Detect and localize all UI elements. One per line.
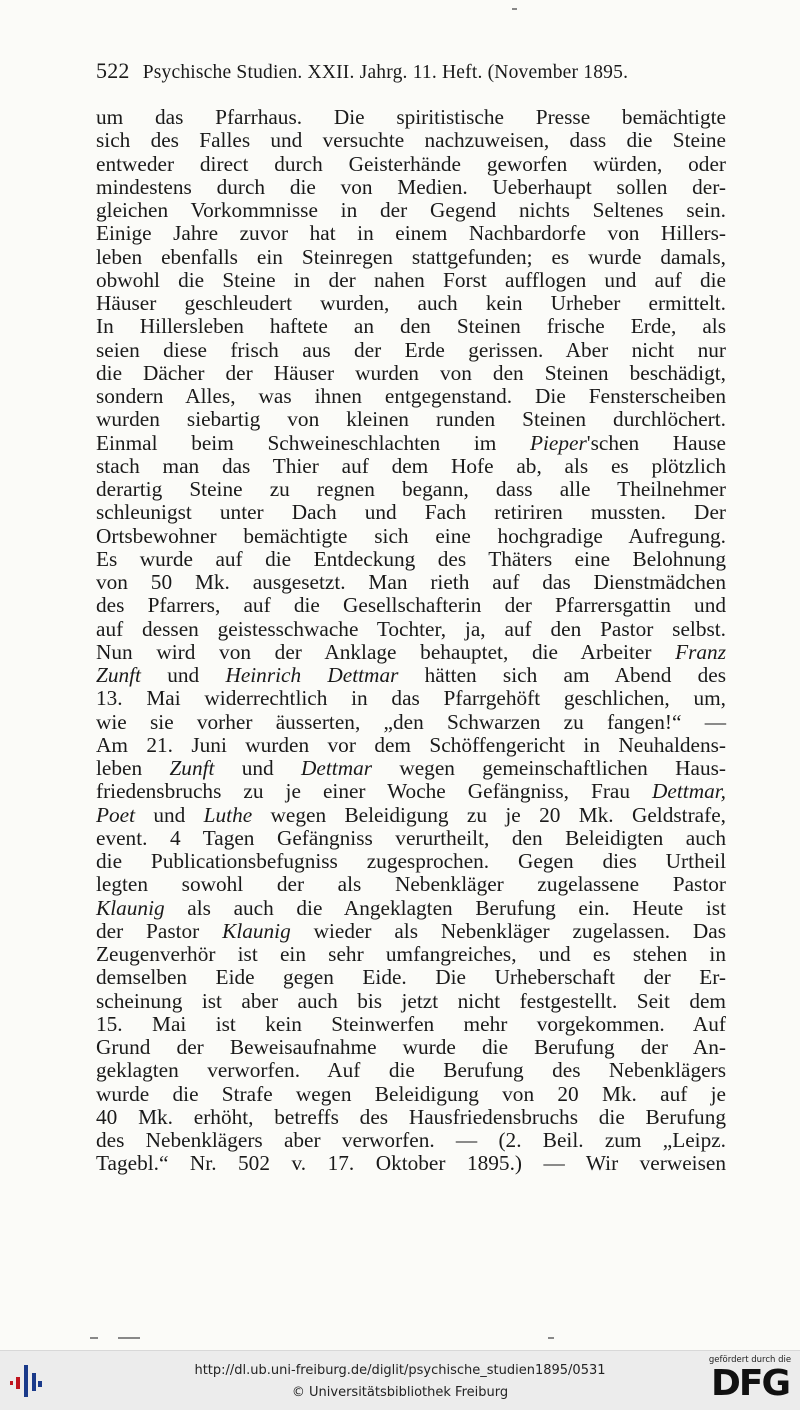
italic-name: Klaunig xyxy=(96,895,165,920)
copyright-notice: © Universitätsbibliothek Freiburg xyxy=(291,1385,509,1400)
running-title: Psychische Studien. XXII. Jahrg. 11. Heft. (November 1895. xyxy=(142,62,629,83)
text-segment: leben ebenfalls ein Steinregen stattgefunden; es wurde damals, xyxy=(96,244,726,269)
text-line xyxy=(96,106,726,129)
text-segment: 15. Mai ist kein Steinwerfen mehr vorgekommen. Auf xyxy=(96,1011,726,1036)
text-line xyxy=(96,292,726,315)
text-line xyxy=(96,501,726,524)
text-segment: wurde die Strafe wegen Beleidigung von 20 Mk. auf je xyxy=(96,1081,726,1106)
text-line xyxy=(96,153,726,176)
text-line xyxy=(96,222,726,245)
text-segment: und xyxy=(135,802,204,827)
text-segment: legten sowohl der als Nebenkläger zugelassene Pastor xyxy=(96,872,726,897)
text-segment: sich des Falles und versuchte nachzuweisen, dass die Steine xyxy=(96,128,726,153)
text-segment: und xyxy=(214,756,302,780)
text-line xyxy=(96,734,726,757)
text-segment: die Dächer der Häuser wurden von den Steinen beschädigt, xyxy=(96,360,726,385)
text-line xyxy=(96,455,726,478)
text-segment: des Nebenklägers aber verworfen. — (2. Beil. zum „Leipz. xyxy=(96,1128,726,1152)
text-line xyxy=(96,1013,726,1036)
text-line xyxy=(96,269,726,292)
text-segment: obwohl die Steine in der nahen Forst aufflogen und auf die xyxy=(96,267,726,292)
text-line xyxy=(96,385,726,408)
italic-name: Klaunig xyxy=(222,918,291,943)
text-line xyxy=(96,1083,726,1106)
text-segment: wieder als Nebenkläger zugelassen. Das xyxy=(290,918,726,943)
text-line xyxy=(96,687,726,710)
text-line xyxy=(96,943,726,966)
italic-name: Luthe xyxy=(203,802,253,827)
text-line xyxy=(96,618,726,641)
text-line xyxy=(96,664,726,687)
italic-name: Heinrich Dettmar xyxy=(225,663,399,687)
text-segment: wegen Beleidigung zu je 20 Mk. Geldstrafe, xyxy=(252,802,726,827)
text-line xyxy=(96,990,726,1013)
text-line xyxy=(96,129,726,152)
source-url[interactable]: http://dl.ub.uni-freiburg.de/diglit/psychische_studien1895/0531 xyxy=(194,1363,606,1378)
text-segment: sondern Alles, was ihnen entgegenstand. Die Fensterscheiben xyxy=(96,384,726,408)
text-segment: 'schen Hause xyxy=(586,430,726,455)
text-segment: des Pfarrers, auf die Gesellschafterin der Pfarrersgattin und xyxy=(96,593,726,618)
viewer-footer xyxy=(0,1350,800,1410)
text-line xyxy=(96,315,726,338)
text-segment: leben xyxy=(96,756,170,780)
text-line xyxy=(96,408,726,431)
body-text xyxy=(96,106,726,1176)
text-segment: 13. Mai widerrechtlich in das Pfarrgehöft geschlichen, um, xyxy=(96,686,726,711)
text-line xyxy=(96,1129,726,1152)
text-segment: entweder direct durch Geisterhände geworfen würden, oder xyxy=(96,151,726,176)
text-segment: event. 4 Tagen Gefängniss verurtheilt, den Beleidigten auch xyxy=(96,825,726,850)
page-number: 522 xyxy=(96,58,130,83)
text-segment: wie sie vorher äusserten, „den Schwarzen zu fangen!“ — xyxy=(96,709,726,734)
text-segment: geklagten verworfen. Auf die Berufung des Nebenklägers xyxy=(96,1058,726,1083)
text-line xyxy=(96,897,726,920)
text-segment: In Hillersleben haftete an den Steinen frische Erde, als xyxy=(96,314,726,339)
text-segment: stach man das Thier auf dem Hofe ab, als es plötzlich xyxy=(96,453,726,478)
text-line xyxy=(96,1152,726,1175)
text-segment: 40 Mk. erhöht, betreffs des Hausfriedensbruchs die Berufung xyxy=(96,1104,726,1129)
text-line xyxy=(96,478,726,501)
text-line xyxy=(96,246,726,269)
text-segment: derartig Steine zu regnen begann, dass alle Theilnehmer xyxy=(96,477,726,501)
text-line xyxy=(96,1059,726,1082)
text-segment: wurden siebartig von kleinen runden Steinen durchlöchert. xyxy=(96,407,726,432)
italic-name: Franz xyxy=(675,639,726,664)
text-line xyxy=(96,594,726,617)
text-segment: von 50 Mk. ausgesetzt. Man rieth auf das Dienstmädchen xyxy=(96,570,726,594)
text-segment: scheinung ist aber auch bis jetzt nicht festgestellt. Seit dem xyxy=(96,988,726,1013)
text-segment: gleichen Vorkommnisse in der Gegend nichts Seltenes sein. xyxy=(96,198,726,222)
italic-name: Pieper xyxy=(529,430,587,455)
dfg-logo xyxy=(704,1355,796,1407)
text-segment: friedensbruchs zu je einer Woche Gefängniss, Frau xyxy=(96,779,653,804)
text-line xyxy=(96,641,726,664)
text-segment: der Pastor xyxy=(96,918,223,943)
text-segment: als auch die Angeklagten Berufung ein. Heute ist xyxy=(164,895,726,920)
text-line xyxy=(96,757,726,780)
text-line xyxy=(96,432,726,455)
text-segment: demselben Eide gegen Eide. Die Urheberschaft der Er- xyxy=(96,965,726,990)
text-segment: wegen gemeinschaftlichen Haus- xyxy=(372,756,726,780)
text-segment: seien diese frisch aus der Erde gerissen. Aber nicht nur xyxy=(96,337,726,362)
dfg-caption: gefördert durch die xyxy=(708,1355,792,1365)
text-segment: Einige Jahre zuvor hat in einem Nachbardorfe von Hillers- xyxy=(96,221,726,246)
text-segment: und xyxy=(140,663,226,687)
text-line xyxy=(96,827,726,850)
text-segment: Häuser geschleudert wurden, auch kein Urheber ermittelt. xyxy=(96,291,726,315)
text-line xyxy=(96,920,726,943)
text-line xyxy=(96,780,726,803)
text-segment: die Publicationsbefugniss zugesprochen. Gegen dies Urtheil xyxy=(96,849,726,873)
text-line xyxy=(96,804,726,827)
italic-name: Dettmar, xyxy=(652,779,726,804)
text-segment: auf dessen geistesschwache Tochter, ja, auf den Pastor selbst. xyxy=(96,616,726,641)
text-segment: um das Pfarrhaus. Die spiritistische Presse bemächtigte xyxy=(96,105,726,129)
text-segment: Am 21. Juni wurden vor dem Schöffengericht in Neuhaldens- xyxy=(96,732,726,757)
text-line xyxy=(96,548,726,571)
text-segment: Grund der Beweisaufnahme wurde die Berufung der An- xyxy=(96,1035,726,1059)
text-line xyxy=(96,571,726,594)
text-segment: hätten sich am Abend des xyxy=(398,663,727,687)
italic-name: Zunft xyxy=(96,663,141,687)
text-line xyxy=(96,339,726,362)
text-segment: Tagebl.“ Nr. 502 v. 17. Oktober 1895.) — Wir verweisen xyxy=(96,1151,726,1176)
italic-name: Zunft xyxy=(169,756,215,780)
text-line xyxy=(96,199,726,222)
text-line xyxy=(96,525,726,548)
text-line xyxy=(96,850,726,873)
text-line xyxy=(96,873,726,896)
dfg-logo-text: DFG xyxy=(710,1363,790,1404)
text-line xyxy=(96,711,726,734)
text-segment: Ortsbewohner bemächtigte sich eine hochgradige Aufregung. xyxy=(96,523,726,548)
italic-name: Dettmar xyxy=(301,756,373,780)
running-header xyxy=(96,58,724,88)
text-segment: Nun wird von der Anklage behauptet, die Arbeiter xyxy=(96,639,676,664)
text-segment: schleunigst unter Dach und Fach retiriren mussten. Der xyxy=(96,500,726,525)
italic-name: Poet xyxy=(96,802,136,827)
text-segment: mindestens durch die von Medien. Ueberhaupt sollen der- xyxy=(96,174,726,199)
text-line xyxy=(96,362,726,385)
text-line xyxy=(96,1106,726,1129)
text-line xyxy=(96,176,726,199)
text-segment: Einmal beim Schweineschlachten im xyxy=(96,430,530,455)
text-segment: Es wurde auf die Entdeckung des Thäters eine Belohnung xyxy=(96,546,726,571)
text-line xyxy=(96,966,726,989)
text-line xyxy=(96,1036,726,1059)
text-segment: Zeugenverhör ist ein sehr umfangreiches, und es stehen in xyxy=(96,942,726,966)
